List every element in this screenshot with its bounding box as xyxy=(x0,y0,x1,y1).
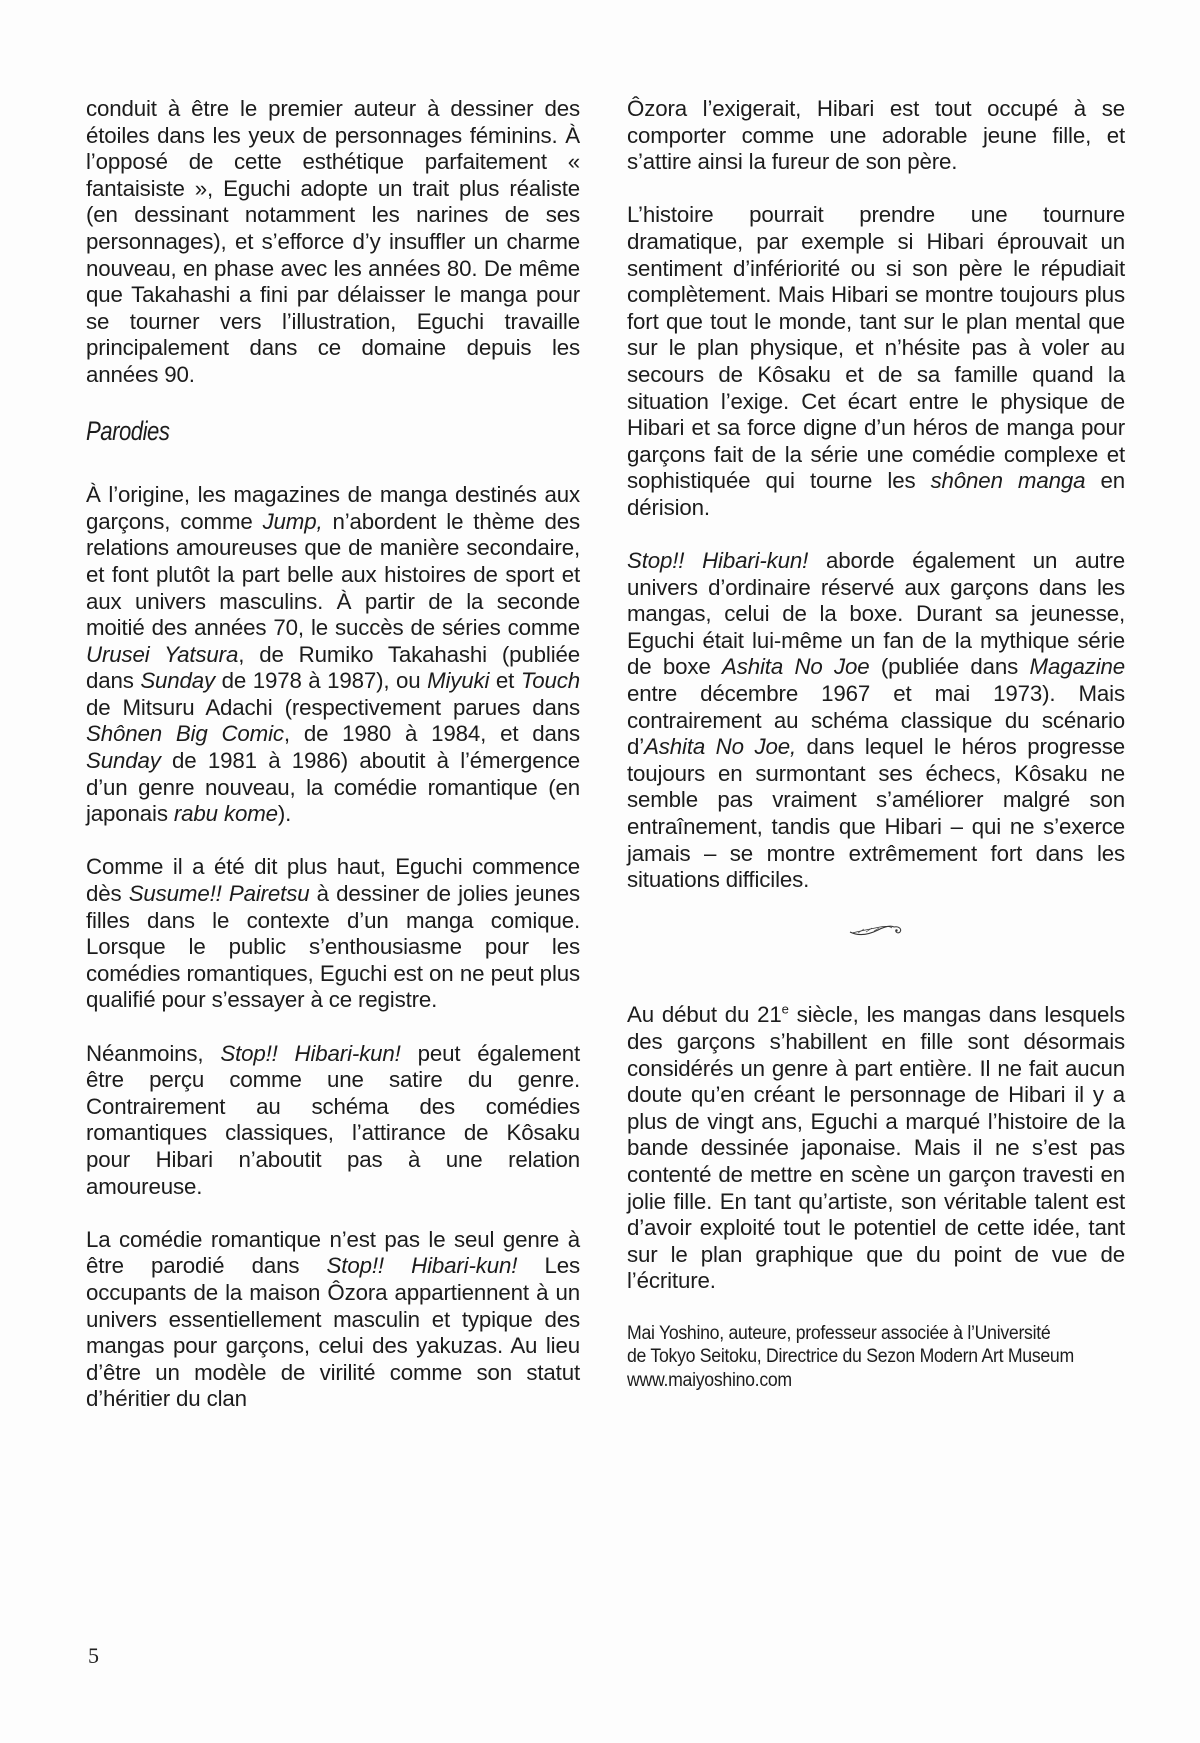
paragraph-histoire: L’histoire pourrait prendre une tournure dramatique, par exemple si Hibari éprouvait un sentiment d’infériorité ou si son père le répudiait complètement. Mais Hibari se montre toujours plus fort que tout le monde, tant sur le plan mental que sur le plan physique, et n’hésite pas à voler au secours de Kôsaku et de sa famille quand la situation l’exige. Cet écart entre le physique de Hibari et sa force digne d’un héros de manga pour garçons fait de la série une comédie complexe et sophistiquée qui tourne les shônen manga en dérision. xyxy=(627,202,1125,520)
series-title: Ashita No Joe xyxy=(722,654,870,680)
paragraph-origin: À l’origine, les magazines de manga destinés aux garçons, comme Jump, n’abordent le thème des relations amoureuses que de manière secondaire, et font plutôt la part belle aux histoires de sport et aux univers masculins. À partir de la seconde moitié des années 70, le succès de séries comme Urusei Yatsura, de Rumiko Takahashi (publiée dans Sunday de 1978 à 1987), ou Miyuki et Touch de Mitsuru Adachi (respectivement parues dans Shônen Big Comic, de 1980 à 1984, et dans Sunday de 1981 à 1986) aboutit à l’émergence d’un genre nouveau, la comédie romantique (en japonais rabu kome). xyxy=(86,482,581,827)
flourish-ornament-icon xyxy=(846,920,906,940)
series-title: Touch xyxy=(520,668,580,694)
series-title: Miyuki xyxy=(427,668,490,694)
author-signature xyxy=(627,1322,1125,1393)
series-title: Urusei Yatsura xyxy=(86,641,239,667)
paragraph-comme: Comme il a été dit plus haut, Eguchi commence dès Susume!! Pairetsu à dessiner de jolies jeunes filles dans le contexte d’un manga comique. Lorsque le public s’enthousiasme pour les comédies romantiques, Eguchi est on ne peut plus qualifié pour s’essayer à ce registre. xyxy=(86,854,580,1013)
paragraph-debut: Au début du 21e siècle, les mangas dans lesquels des garçons s’habillent en fille sont désormais considérés un genre à part entière. Il ne fait aucun doute qu’en créant le personnage de Hibari il y a plus de vingt ans, Eguchi a marqué l’histoire de la bande dessinée japonaise. Mais il ne s’est pas contenté de mettre en scène un garçon travesti en jolie fille. En tant qu’artiste, son véritable talent est d’avoir exploité tout le potentiel de cette idée, tant sur le plan graphique que du point de vue de l’écriture. xyxy=(627,1001,1125,1294)
magazine-title: Shônen Big Comic xyxy=(86,721,284,747)
page-number: 5 xyxy=(88,1643,99,1668)
paragraph-ozora: Ôzora l’exigerait, Hibari est tout occupé à se comporter comme une adorable jeune fille, et s’attire ainsi la fureur de son père. xyxy=(627,96,1125,175)
magazine-title: Magazine xyxy=(1029,654,1125,680)
japanese-term: rabu kome xyxy=(173,801,278,827)
signature-line-2: de Tokyo Seitoku, Directrice du Sezon Modern Art Museum xyxy=(627,1346,1074,1368)
paragraph-neanmoins: Néanmoins, Stop!! Hibari-kun! peut également être perçu comme une satire du genre. Contrairement au schéma des comédies romantiques classiques, l’attirance de Kôsaku pour Hibari n’aboutit pas à une relation amoureuse. xyxy=(86,1040,580,1199)
series-title: Stop!! Hibari-kun! xyxy=(220,1040,401,1066)
left-column xyxy=(86,96,580,1440)
japanese-term: shônen manga xyxy=(930,468,1086,494)
series-title: Ashita No Joe, xyxy=(644,734,796,760)
signature-line-1: Mai Yoshino, auteure, professeur associée à l’Université xyxy=(627,1322,1051,1344)
paragraph-stop: Stop!! Hibari-kun! aborde également un autre univers d’ordinaire réservé aux garçons dans les mangas, celui de la boxe. Durant sa jeunesse, Eguchi était lui-même un fan de la mythique série de boxe Ashita No Joe (publiée dans Magazine entre décembre 1967 et mai 1973). Mais contrairement au schéma classique du scénario d’Ashita No Joe, dans lequel le héros progresse toujours en surmontant ses échecs, Kôsaku ne semble pas vraiment s’améliorer malgré son entraînement, tandis que Hibari – qui ne s’exerce jamais – se montre extrêmement fort dans les situations difficiles. xyxy=(627,548,1126,893)
series-title: Stop!! Hibari-kun! xyxy=(627,548,809,574)
series-title: Susume!! Pairetsu xyxy=(128,881,310,907)
paragraph-comedie: La comédie romantique n’est pas le seul genre à être parodié dans Stop!! Hibari-kun! Les occupants de la maison Ôzora appartiennent à un univers essentiellement masculin et typique des mangas pour garçons, celui des yakuzas. Au lieu d’être un modèle de virilité comme son statut d’héritier du clan xyxy=(86,1226,580,1412)
right-column xyxy=(627,96,1125,1392)
section-heading: Parodies xyxy=(86,416,170,447)
magazine-title: Sunday xyxy=(86,748,161,774)
magazine-title: Sunday xyxy=(140,668,216,694)
magazine-title: Jump, xyxy=(262,508,323,534)
author-website: www.maiyoshino.com xyxy=(627,1369,792,1391)
series-title: Stop!! Hibari-kun! xyxy=(326,1253,518,1279)
intro-paragraph: conduit à être le premier auteur à dessiner des étoiles dans les yeux de personnages féminins. À l’opposé de cette esthétique parfaitement « fantaisiste », Eguchi adopte un trait plus réaliste (en dessinant notamment les narines de ses personnages), et s’efforce d’y insuffler un charme nouveau, en phase avec les années 80. De même que Takahashi a fini par délaisser le manga pour se tourner vers l’illustration, Eguchi travaille principalement dans ce domaine depuis les années 90. xyxy=(86,96,580,387)
